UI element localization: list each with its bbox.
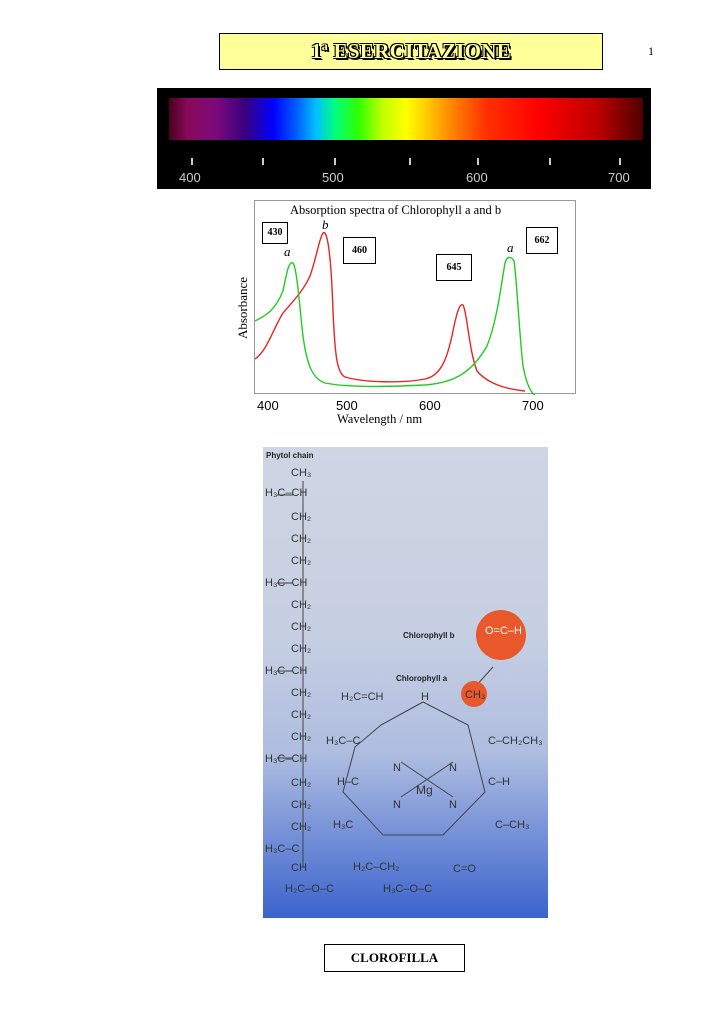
page-title: 1$^a$ ESERCITAZIONE — [310, 39, 512, 63]
spectrum-label: 600 — [466, 170, 488, 185]
page-number: 1 — [648, 44, 654, 58]
magnesium-label: Mg — [416, 783, 433, 797]
chlorophyll-a-curve — [255, 257, 535, 395]
peak-box-460: 460 — [343, 237, 376, 264]
series-label-b: b — [322, 217, 329, 232]
x-tick-label: 400 — [257, 398, 279, 413]
caption: CLOROFILLA — [324, 944, 465, 972]
spectrum-tick — [262, 158, 264, 165]
spectrum-tick — [477, 158, 479, 165]
x-axis-label: Wavelength / nm — [337, 412, 423, 426]
phytol-chain-label: Phytol chain — [266, 451, 314, 460]
title-box — [219, 33, 603, 70]
spectrum-tick — [334, 158, 336, 165]
x-tick-label: 500 — [336, 398, 358, 413]
peak-box-430: 430 — [262, 222, 288, 244]
y-axis-label: Absorbance — [235, 276, 251, 340]
peak-box-662: 662 — [526, 227, 558, 254]
spectrum-tick — [409, 158, 411, 165]
x-tick-label: 700 — [522, 398, 544, 413]
chlorophyll-b-curve — [255, 233, 525, 391]
spectrum-label: 700 — [608, 170, 630, 185]
chlorophyll-a-label: Chlorophyll a — [396, 674, 448, 683]
chlorophyll-b-label: Chlorophyll b — [403, 631, 455, 640]
spectrum-tick — [619, 158, 621, 165]
spectrum-label: 500 — [322, 170, 344, 185]
spectrum-tick — [549, 158, 551, 165]
visible-spectrum-image — [157, 88, 651, 189]
chlorophyll-structure-image: Phytol chain CH₃ H₃C–CH CH₂ CH₂ CH₂ H₃C–CH CH₂ CH₂ CH₂ H₃C–CH CH₂ CH₂ CH₂ H₃C–CH CH₂ CH₂ CH₂ H₃C–C CH H₂C–O–C Chlorophyll b Chlorophyll a O=C–H CH₃ H₂C=CH H C–CH₂CH₃ H₃C–C H–C C–H Mg N N N N H₃C C–CH₃ H₂C–CH₂ C=O H₃C–O–C — [263, 447, 548, 918]
series-label-a: a — [507, 240, 514, 255]
spectrum-gradient — [169, 98, 643, 140]
series-label-a: a — [284, 244, 291, 259]
spectrum-tick — [191, 158, 193, 165]
spectrum-label: 400 — [179, 170, 201, 185]
x-tick-label: 600 — [419, 398, 441, 413]
peak-box-645: 645 — [436, 254, 472, 281]
chart-title: Absorption spectra of Chlorophyll a and b — [290, 203, 502, 217]
